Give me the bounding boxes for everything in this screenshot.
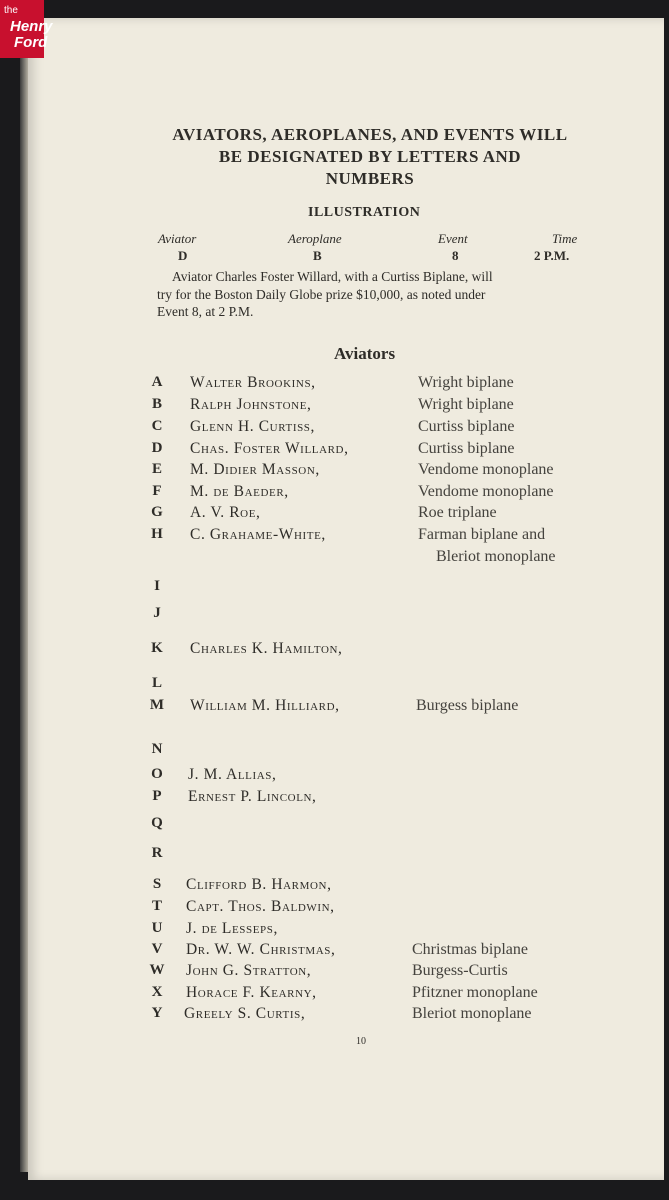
row-aeroplane: Wright biplane <box>418 396 514 413</box>
aviators-section-title: Aviators <box>334 344 396 363</box>
label-event: Event <box>438 231 468 246</box>
row-letter: A <box>151 374 163 390</box>
row-letter: K <box>151 640 163 656</box>
row-letter: B <box>151 396 162 412</box>
heading-line-1: AVIATORS, AEROPLANES, AND EVENTS WILL <box>172 125 568 144</box>
row-aviator-name: C. Grahame-White, <box>190 526 326 543</box>
row-letter: P <box>152 788 162 804</box>
row-aeroplane: Burgess-Curtis <box>412 962 508 979</box>
row-aviator-name: Horace F. Kearny, <box>186 984 317 1001</box>
row-aeroplane: Curtiss biplane <box>418 440 515 457</box>
row-aviator-name: J. de Lesseps, <box>186 920 278 937</box>
row-letter: S <box>152 876 162 892</box>
row-letter: F <box>152 483 162 499</box>
row-letter: Q <box>151 815 163 831</box>
row-aeroplane-continued: Bleriot monoplane <box>436 548 556 565</box>
heading-line-2: BE DESIGNATED BY LETTERS AND <box>218 147 522 166</box>
row-letter: E <box>151 461 162 477</box>
page-number: 10 <box>356 1036 366 1047</box>
logo-text-henry: Henry <box>10 18 53 35</box>
row-aeroplane: Pfitzner monoplane <box>412 984 538 1001</box>
heading-line-3: NUMBERS <box>325 169 415 188</box>
row-letter: X <box>151 984 163 1000</box>
row-aviator-name: Ralph Johnstone, <box>190 396 312 413</box>
row-aviator-name: J. M. Allias, <box>188 766 277 783</box>
value-aeroplane: B <box>313 248 322 263</box>
row-aeroplane: Roe triplane <box>418 504 497 521</box>
row-aviator-name: Chas. Foster Willard, <box>190 440 349 457</box>
value-event: 8 <box>452 248 459 263</box>
row-letter: Y <box>151 1005 163 1021</box>
row-letter: R <box>151 845 163 861</box>
row-aviator-name: Walter Brookins, <box>190 374 316 391</box>
row-letter: I <box>154 578 160 594</box>
henry-ford-logo <box>0 0 53 58</box>
row-letter: W <box>149 962 165 978</box>
row-aeroplane: Vendome monoplane <box>418 483 554 500</box>
row-aeroplane: Bleriot monoplane <box>412 1005 532 1022</box>
row-letter: H <box>151 526 163 542</box>
value-aviator: D <box>178 248 188 263</box>
row-aeroplane: Wright biplane <box>418 374 514 391</box>
row-letter: L <box>151 675 162 691</box>
logo-text-ford: Ford <box>14 34 48 51</box>
row-aviator-name: Greely S. Curtis, <box>184 1005 306 1022</box>
illustration-desc-line-3: Event 8, at 2 P.M. <box>157 304 254 319</box>
label-aeroplane: Aeroplane <box>288 231 342 246</box>
row-letter: T <box>151 898 162 914</box>
row-letter: C <box>151 418 163 434</box>
value-time: 2 P.M. <box>534 248 570 263</box>
logo-text-the: the <box>4 5 18 16</box>
row-aviator-name: M. Didier Masson, <box>190 461 320 478</box>
row-aeroplane: Farman biplane and <box>418 526 546 543</box>
label-time: Time <box>552 231 578 246</box>
row-letter: N <box>151 741 163 757</box>
illustration-desc-line-2: try for the Boston Daily Globe prize $10,000, as noted under <box>157 287 486 302</box>
row-aviator-name: Capt. Thos. Baldwin, <box>186 898 335 915</box>
row-aeroplane: Christmas biplane <box>412 941 528 958</box>
row-aviator-name: Glenn H. Curtiss, <box>190 418 315 435</box>
row-letter: O <box>151 766 163 782</box>
row-aeroplane: Burgess biplane <box>416 697 519 714</box>
row-letter: V <box>151 941 163 957</box>
row-letter: G <box>151 504 163 520</box>
illustration-title: ILLUSTRATION <box>308 205 421 220</box>
row-aeroplane: Vendome monoplane <box>418 461 554 478</box>
illustration-desc-line-1: Aviator Charles Foster Willard, with a Curtiss Biplane, will <box>172 269 493 284</box>
row-letter: J <box>153 605 161 621</box>
row-letter: M <box>149 697 165 713</box>
row-aviator-name: John G. Stratton, <box>186 962 312 979</box>
row-aviator-name: Clifford B. Harmon, <box>186 876 332 893</box>
label-aviator: Aviator <box>158 231 197 246</box>
row-aviator-name: Dr. W. W. Christmas, <box>186 941 336 958</box>
document-page <box>28 18 664 1180</box>
row-aviator-name: Ernest P. Lincoln, <box>188 788 317 805</box>
row-letter: D <box>151 440 163 456</box>
row-aviator-name: William M. Hilliard, <box>190 697 340 714</box>
row-aviator-name: M. de Baeder, <box>190 483 289 500</box>
row-aviator-name: Charles K. Hamilton, <box>190 640 343 657</box>
row-letter: U <box>151 920 163 936</box>
row-aeroplane: Curtiss biplane <box>418 418 515 435</box>
row-aviator-name: A. V. Roe, <box>190 504 261 521</box>
